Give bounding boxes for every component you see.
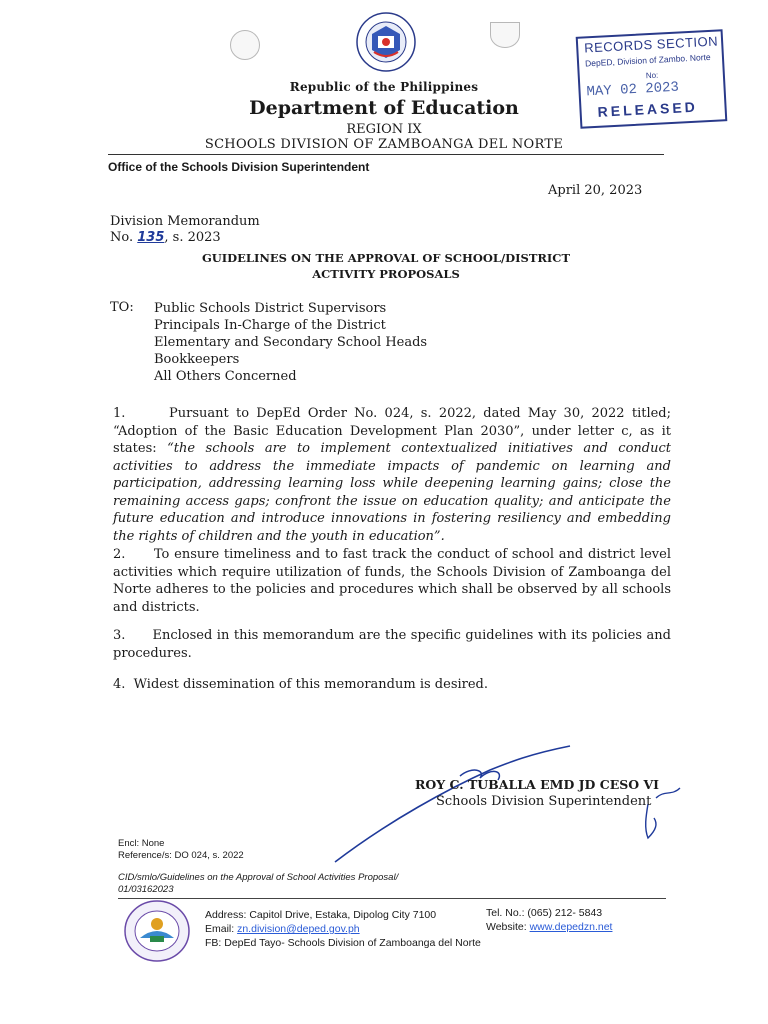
division-seal-icon: [124, 900, 190, 962]
header-office: Office of the Schools Division Superintendent: [108, 160, 370, 174]
recipient-list: [154, 300, 427, 385]
footer-tel: Tel. No.: (065) 212- 5843: [486, 907, 603, 919]
to-label: TO:: [110, 300, 134, 315]
control-id-line1: CID/smlo/Guidelines on the Approval of School Activities Proposal/: [118, 872, 399, 883]
stamp-subtitle: DepED, Division of Zambo. Norte: [584, 51, 711, 69]
paragraph-1: [113, 405, 671, 545]
header-division: SCHOOLS DIVISION OF ZAMBOANGA DEL NORTE: [204, 137, 564, 152]
footer-email-link[interactable]: zn.division@deped.gov.ph: [237, 923, 360, 935]
paragraph-3-text: Enclosed in this memorandum are the specific guidelines with its policies and procedures.: [113, 628, 672, 661]
memo-title-line1: GUIDELINES ON THE APPROVAL OF SCHOOL/DISTRICT: [201, 251, 571, 265]
enclosure-notes: [118, 838, 244, 862]
paragraph-2-number: 2.: [113, 547, 126, 562]
memo-date: April 20, 2023: [548, 183, 643, 198]
paragraph-1-quote: “the schools are to implement contextualized initiatives and conduct activities to address the immediate impacts of pandemic on learning and participation, addressing learning loss while deepening learning gains; close the remaining access gaps; confront the issue on education quality; and anticipate the future education and introduce innovations in fostering resiliency and embedding the rights of children and the youth in education”.: [113, 441, 671, 544]
recipient-item: Bookkeepers: [154, 352, 240, 367]
punch-hole-left: [230, 30, 260, 60]
stamp-title: RECORDS SECTION: [583, 33, 719, 56]
footer-fb: FB: DepEd Tayo- Schools Division of Zamboanga del Norte: [205, 937, 481, 949]
punch-hole-right: [490, 22, 520, 48]
header-divider: [108, 154, 664, 155]
signatory-name: ROY C. TUBALLA EMD JD CESO VI: [415, 777, 660, 792]
memo-title-line2: ACTIVITY PROPOSALS: [312, 267, 460, 281]
paragraph-2: [113, 546, 671, 616]
header-region: REGION IX: [346, 122, 422, 137]
memo-no-suffix: , s. 2023: [164, 230, 221, 245]
recipient-item: Principals In-Charge of the District: [154, 318, 386, 333]
memo-number: [110, 230, 221, 245]
recipient-item: Elementary and Secondary School Heads: [154, 335, 428, 350]
paragraph-3: [113, 627, 671, 662]
control-id-line2: 01/03162023: [118, 884, 174, 895]
paragraph-3-number: 3.: [113, 628, 126, 643]
footer-website-row: [486, 920, 612, 934]
recipient-item: Public Schools District Supervisors: [154, 301, 387, 316]
stamp-date: MAY 02 2023: [586, 79, 680, 101]
deped-seal-icon: [356, 12, 416, 72]
stamp-status: RELEASED: [597, 98, 699, 120]
header-department: Department of Education: [249, 97, 519, 119]
memo-no-number: 135: [137, 230, 165, 245]
enclosure-line: Encl: None: [118, 838, 165, 849]
control-id: [118, 872, 398, 896]
footer-email-row: [205, 922, 481, 936]
signatory-position: Schools Division Superintendent: [436, 794, 652, 809]
memo-title: [110, 250, 662, 282]
reference-line: Reference/s: DO 024, s. 2022: [118, 850, 244, 861]
footer-email-label: Email:: [205, 923, 238, 935]
paragraph-4-text: Widest dissemination of this memorandum is desired.: [133, 677, 489, 692]
footer-address: Address: Capitol Drive, Estaka, Dipolog City 7100: [205, 909, 437, 921]
footer-divider: [118, 898, 666, 899]
stamp-no-label: No:: [645, 70, 659, 81]
memo-type: Division Memorandum: [110, 214, 260, 229]
memo-no-prefix: No.: [110, 230, 134, 245]
header-republic: Republic of the Philippines: [289, 80, 479, 94]
footer-website-link[interactable]: www.depedzn.net: [529, 921, 613, 933]
footer-website-label: Website:: [486, 921, 530, 933]
paragraph-4: [113, 676, 671, 694]
paragraph-4-number: 4.: [113, 677, 126, 692]
paragraph-2-text: To ensure timeliness and to fast track the conduct of school and district level activities which require utilization of funds, the Schools Division of Zamboanga del Norte adheres to the policies and procedures which shall be observed by all schools and districts.: [113, 547, 672, 615]
paragraph-1-text: Pursuant to DepEd Order No. 024, s. 2022, dated May 30, 2022 titled; “Adoption of the Basic Education Development Plan 2030”, under letter c, as it states:: [113, 406, 672, 456]
recipient-item: All Others Concerned: [154, 369, 297, 384]
paragraph-1-number: 1.: [113, 406, 126, 421]
footer-right: [486, 906, 612, 934]
footer-left: [205, 908, 481, 950]
